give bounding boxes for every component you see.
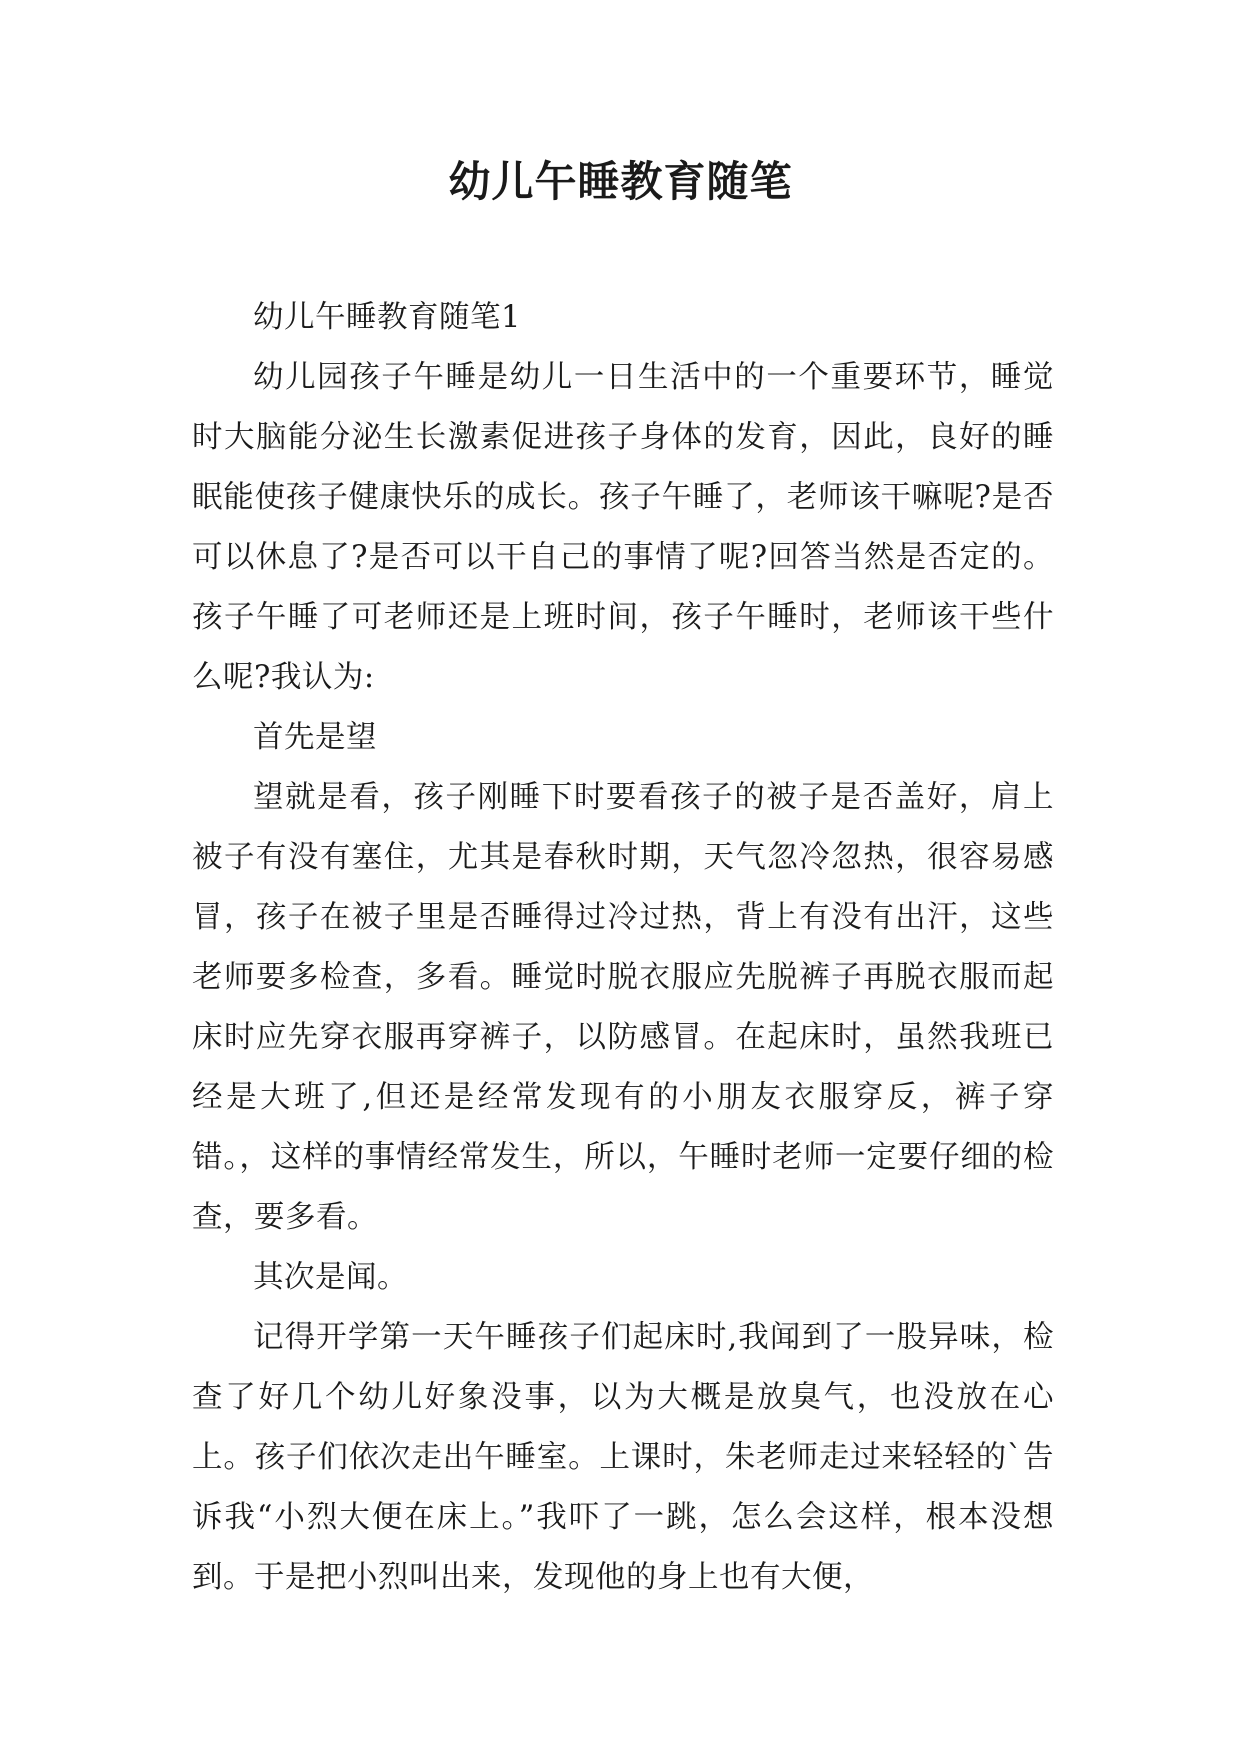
subsection-heading: 其次是闻。 xyxy=(253,1260,408,1295)
subsection-heading: 首先是望 xyxy=(253,720,377,755)
body-paragraph: 望就是看，孩子刚睡下时要看孩子的被子是否盖好，肩上被子有没有塞住，尤其是春秋时期，天气忽冷忽热，很容易感冒，孩子在被子里是否睡得过冷过热，背上有没有出汗，这些老师要多检查，多看。睡觉时脱衣服应先脱裤子再脱衣服而起床时应先穿衣服再穿裤子，以防感冒。在起床时，虽然我班已经是大班了,但还是经常发现有的小朋友衣服穿反，裤子穿错。，这样的事情经常发生，所以，午睡时老师一定要仔细的检查，要多看。 xyxy=(192,780,1054,1235)
document-body xyxy=(192,288,1054,1608)
body-paragraph: 记得开学第一天午睡孩子们起床时,我闻到了一股异味，检查了好几个幼儿好象没事，以为大概是放臭气，也没放在心上。孩子们依次走出午睡室。上课时，朱老师走过来轻轻的`告诉我“小烈大便在床上。”我吓了一跳，怎么会这样，根本没想到。于是把小烈叫出来，发现他的身上也有大便， xyxy=(192,1320,1054,1595)
section-heading: 幼儿午睡教育随笔1 xyxy=(253,300,521,335)
body-paragraph: 幼儿园孩子午睡是幼儿一日生活中的一个重要环节，睡觉时大脑能分泌生长激素促进孩子身体的发育，因此，良好的睡眠能使孩子健康快乐的成长。孩子午睡了，老师该干嘛呢?是否可以休息了?是否可以干自己的事情了呢?回答当然是否定的。孩子午睡了可老师还是上班时间，孩子午睡时，老师该干些什么呢?我认为: xyxy=(192,360,1054,695)
document-title: 幼儿午睡教育随笔 xyxy=(448,157,793,206)
